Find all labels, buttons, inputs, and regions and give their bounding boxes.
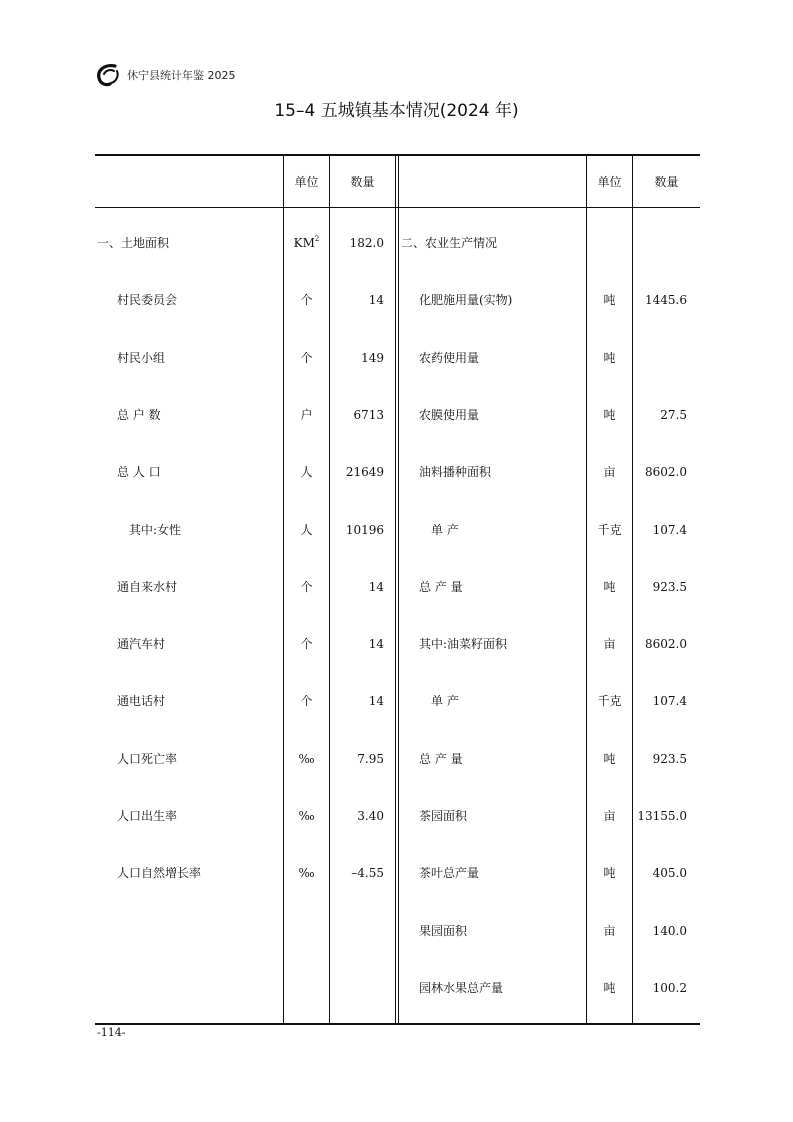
row-unit: ‰	[298, 809, 315, 823]
row-label: 总 人 口	[117, 465, 161, 480]
unit-superscript: 2	[314, 235, 320, 243]
row-label: 总 产 量	[419, 579, 463, 594]
running-header	[95, 62, 236, 88]
row-label: 总 产 量	[419, 751, 463, 766]
right-quantity-header: 数量	[654, 175, 679, 189]
row-value: 182.0	[349, 236, 384, 250]
row-value: 100.2	[652, 980, 687, 995]
row-unit: 亩	[603, 923, 616, 938]
row-label: 通自来水村	[117, 579, 178, 594]
row-label: 单 产	[431, 694, 459, 709]
center-double-rule	[398, 155, 399, 1023]
row-label: 村民委员会	[117, 293, 178, 308]
row-value: 27.5	[660, 407, 687, 422]
row-unit: ‰	[298, 866, 315, 881]
row-value: 405.0	[652, 866, 687, 881]
row-unit: 个	[300, 293, 313, 308]
row-unit: 亩	[603, 809, 616, 823]
left-quantity-header: 数量	[350, 175, 375, 189]
row-label: 通电话村	[117, 694, 166, 709]
center-double-rule	[395, 155, 396, 1023]
row-value: 1445.6	[645, 293, 687, 308]
row-value: 923.5	[652, 751, 687, 766]
row-label: 果园面积	[419, 923, 468, 938]
row-unit: 个	[300, 579, 313, 594]
row-unit: 吨	[603, 866, 616, 881]
row-value: 140.0	[652, 923, 687, 938]
left-unit-header: 单位	[294, 175, 319, 189]
row-label: 茶园面积	[419, 809, 468, 823]
row-value: 21649	[345, 465, 384, 480]
row-value: 107.4	[652, 522, 687, 537]
row-unit: 吨	[603, 980, 616, 995]
row-unit: ‰	[298, 751, 315, 766]
row-label: 单 产	[431, 522, 459, 537]
row-label: 化肥施用量(实物)	[419, 293, 513, 308]
row-label: 农膜使用量	[419, 407, 480, 422]
row-label: 其中:油菜籽面积	[419, 637, 508, 652]
row-label: 二、农业生产情况	[401, 236, 498, 250]
row-unit: 人	[300, 465, 313, 480]
row-label: 人口自然增长率	[117, 866, 202, 881]
yearbook-logo-icon	[95, 62, 123, 88]
row-label: 茶叶总产量	[419, 866, 480, 881]
row-value: 14	[368, 637, 384, 652]
row-label: 村民小组	[117, 350, 166, 365]
row-value: 14	[368, 293, 384, 308]
table-bottom-rule	[95, 1023, 700, 1025]
row-unit	[284, 235, 329, 251]
unit-base: KM	[293, 236, 315, 250]
row-label: 一、土地面积	[97, 236, 170, 250]
row-unit: 亩	[603, 465, 616, 480]
row-unit: 吨	[603, 293, 616, 308]
row-unit: 吨	[603, 579, 616, 594]
row-value: 8602.0	[645, 465, 687, 480]
row-unit: 千克	[597, 522, 622, 537]
row-unit: 吨	[603, 350, 616, 365]
page-title: 15–4 五城镇基本情况(2024 年)	[274, 101, 519, 121]
row-unit: 吨	[603, 407, 616, 422]
row-unit: 个	[300, 694, 313, 709]
row-value: 8602.0	[645, 637, 687, 652]
row-unit: 千克	[597, 694, 622, 709]
row-unit: 吨	[603, 751, 616, 766]
row-unit: 亩	[603, 637, 616, 652]
row-unit: 人	[300, 522, 313, 537]
row-value: 149	[361, 350, 384, 365]
row-unit: 户	[300, 407, 313, 422]
row-unit: 个	[300, 350, 313, 365]
row-value: 923.5	[652, 579, 687, 594]
row-value: 14	[368, 694, 384, 709]
row-label: 园林水果总产量	[419, 980, 504, 995]
page-number: -114-	[97, 1026, 126, 1039]
row-label: 人口死亡率	[117, 751, 178, 766]
row-value: 107.4	[652, 694, 687, 709]
row-value: –4.55	[351, 866, 384, 881]
row-label: 人口出生率	[117, 809, 178, 823]
yearbook-title: 休宁县统计年鉴 2025	[127, 69, 236, 82]
row-value: 13155.0	[637, 809, 687, 823]
row-label: 总 户 数	[117, 407, 161, 422]
row-value: 14	[368, 579, 384, 594]
row-label: 油料播种面积	[419, 465, 492, 480]
row-label: 其中:女性	[129, 522, 182, 537]
row-value: 10196	[345, 522, 384, 537]
row-value: 3.40	[357, 809, 384, 823]
row-unit: 个	[300, 637, 313, 652]
row-value: 7.95	[357, 751, 384, 766]
row-label: 农药使用量	[419, 350, 480, 365]
right-unit-header: 单位	[597, 175, 622, 189]
row-label: 通汽车村	[117, 637, 166, 652]
row-value: 6713	[353, 407, 384, 422]
